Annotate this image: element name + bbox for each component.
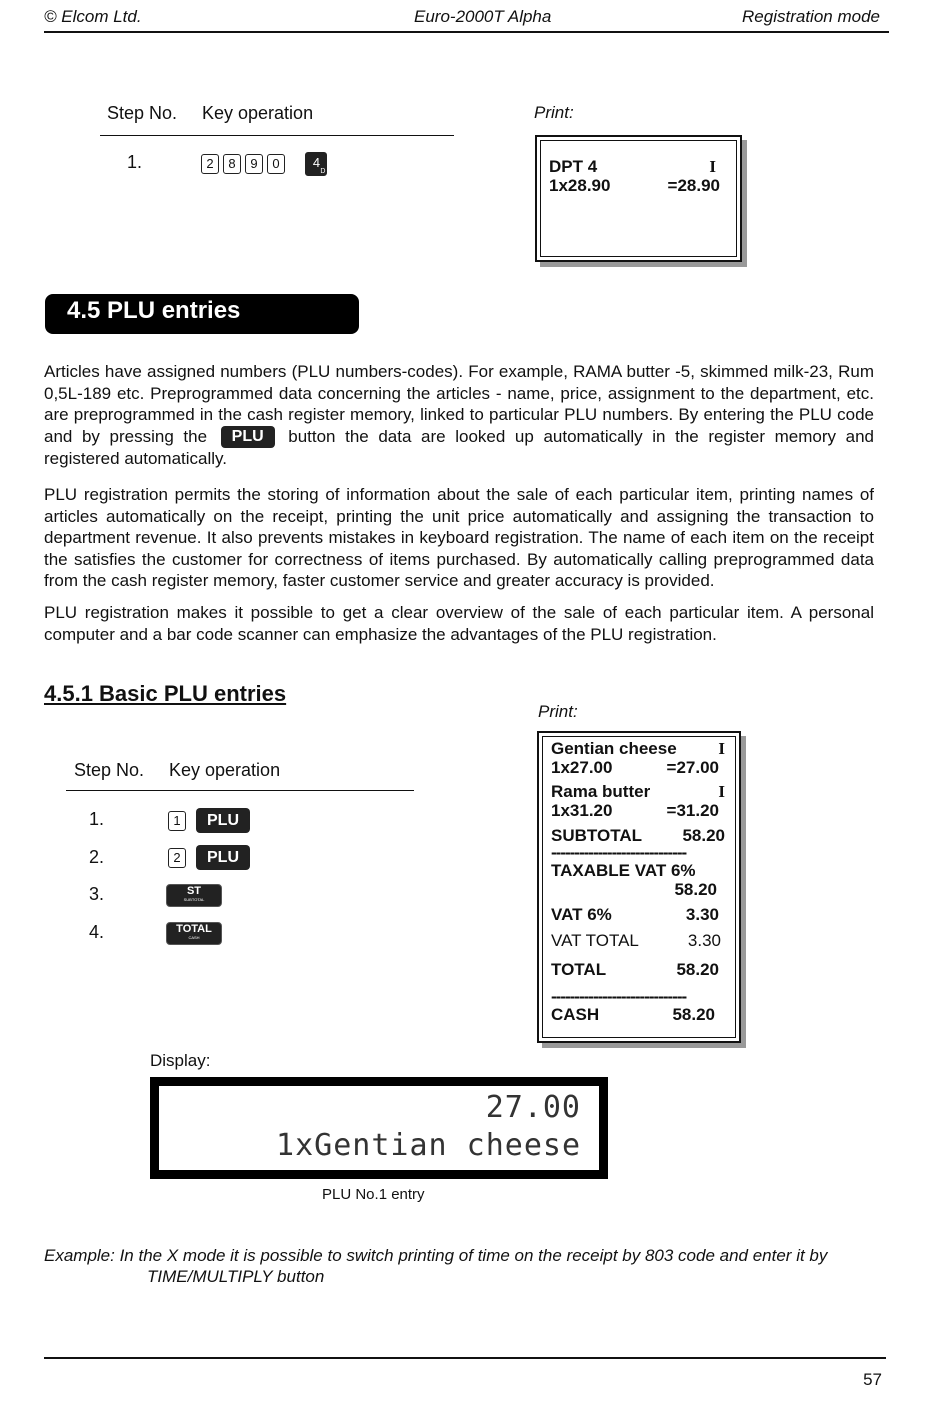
paragraph-benefits: PLU registration permits the storing of information about the sale of each particular item, printing names of articles automatically on the receipt, printing the unit price automatically and assigning the transaction to department revenue. It also prevents mistakes in keyboard registration. The name of each item on the receipt the satisfies the customer for correctness of items purchased. By automatically calling preprogrammed data from the cash register memory, faster customer service and greater accuracy is provided. [44,485,874,590]
receipt-plu [537,731,741,1043]
vat-value: 3.30 [685,905,719,924]
step-col-header: Step No. [107,103,178,123]
vat-total-value: 3.30 [687,931,721,950]
digit-key: 8 [223,154,241,174]
receipt-item-name: Rama butter [551,782,651,801]
receipt-divider: ----------------------------- [551,987,687,1006]
receipt-line [551,861,725,881]
step-number: 2. [89,847,105,867]
plu-key: PLU [196,808,250,833]
digit-key: 2 [201,154,219,174]
key-col-header: Key operation [169,760,281,780]
receipt-line [551,931,721,951]
header-company: © Elcom Ltd. [44,7,142,26]
receipt-line [551,1005,715,1025]
page-number: 57 [863,1370,882,1389]
receipt-mark: I [709,157,716,176]
receipt-line [551,960,719,980]
step-number: 1. [127,152,143,172]
display-amount: 27.00 [485,1090,581,1125]
example-note-line1: Example: In the X mode it is possible to switch printing of time on the receipt by 803 code and enter it by [44,1246,828,1265]
receipt-line [549,176,720,196]
receipt-amount: =28.90 [667,176,720,195]
lcd-display [150,1077,608,1179]
subsection-title: 4.5.1 Basic PLU entries [44,681,287,706]
receipt-qty: 1x31.20 [551,801,613,820]
header-model: Euro-2000T Alpha [414,7,552,26]
receipt-line [551,739,725,759]
receipt-dpt [535,135,742,262]
receipt-line [551,782,725,802]
department-key-sub: D [320,168,326,175]
subtotal-key [166,884,222,907]
digit-key: 1 [168,811,186,831]
key-sequence [201,152,331,176]
key-sequence [168,808,250,833]
header-rule [44,31,889,33]
display-item: 1xGentian cheese [276,1128,581,1163]
subtotal-key-sub: SUBTOTAL [183,897,205,902]
total-value: 58.20 [676,960,719,979]
section-title: 4.5 PLU entries [45,294,359,334]
step-col-header: Step No. [74,760,145,780]
department-key [305,152,327,176]
total-key [166,922,222,945]
receipt-qty: 1x28.90 [549,176,611,195]
subtotal-label: SUBTOTAL [551,826,642,845]
plu-key-inline: PLU [221,426,275,448]
print-label: Print: [534,103,574,122]
department-key-label: 4 [312,155,321,170]
receipt-mark: I [718,782,725,801]
paragraph-intro-b: button the data are looked up automatically in the register memory and registered automatically. [44,426,874,469]
example-note-line2: TIME/MULTIPLY button [147,1267,325,1286]
step-number: 1. [89,809,105,829]
receipt-dept: DPT 4 [549,157,598,176]
receipt-item-name: Gentian cheese [551,739,677,758]
taxable-label: TAXABLE VAT 6% [551,861,696,880]
receipt-divider: ----------------------------- [551,843,687,862]
key-sequence [168,845,250,870]
subtotal-key-label: ST [186,885,202,897]
step-number: 3. [89,884,105,904]
paragraph-intro [44,361,874,470]
print-label: Print: [538,702,578,721]
subtotal-value: 58.20 [682,826,725,845]
key-col-header: Key operation [202,103,314,123]
receipt-mark: I [718,739,725,758]
footer-rule [44,1357,886,1359]
cash-label: CASH [551,1005,600,1024]
step-number: 4. [89,922,105,942]
receipt-qty: 1x27.00 [551,758,613,777]
digit-key: 2 [168,848,186,868]
cash-value: 58.20 [672,1005,715,1024]
display-caption: PLU No.1 entry [322,1186,425,1203]
vat-label: VAT 6% [551,905,612,924]
total-key-sub: CASH [188,935,200,940]
total-key-label: TOTAL [176,923,212,935]
taxable-value: 58.20 [674,880,717,899]
receipt-line [551,905,719,925]
table-rule [66,790,414,791]
paragraph-overview: PLU registration makes it possible to get a clear overview of the sale of each particular item. A personal computer and a bar code scanner can emphasize the advantages of the PLU registration. [44,603,874,644]
header-mode: Registration mode [742,7,880,26]
receipt-line [551,758,719,778]
receipt-amount: =31.20 [666,801,719,820]
digit-key: 0 [267,154,285,174]
vat-total-label: VAT TOTAL [551,931,639,950]
digit-key: 9 [245,154,263,174]
total-label: TOTAL [551,960,607,979]
receipt-line [549,157,716,177]
receipt-line [551,801,719,821]
table-rule [100,135,454,136]
paragraph-intro-a: Articles have assigned numbers (PLU numbers-codes). For example, RAMA butter -5, skimmed milk-23, Rum 0,5L-189 etc. Preprogrammed data concerning the articles - name, price, assignment to the department, etc. are preprogrammed in the cash register memory, linked to particular PLU numbers. By entering the PLU code and by pressing the [44,362,874,446]
receipt-amount: =27.00 [666,758,719,777]
display-label: Display: [150,1051,211,1070]
plu-key: PLU [196,845,250,870]
